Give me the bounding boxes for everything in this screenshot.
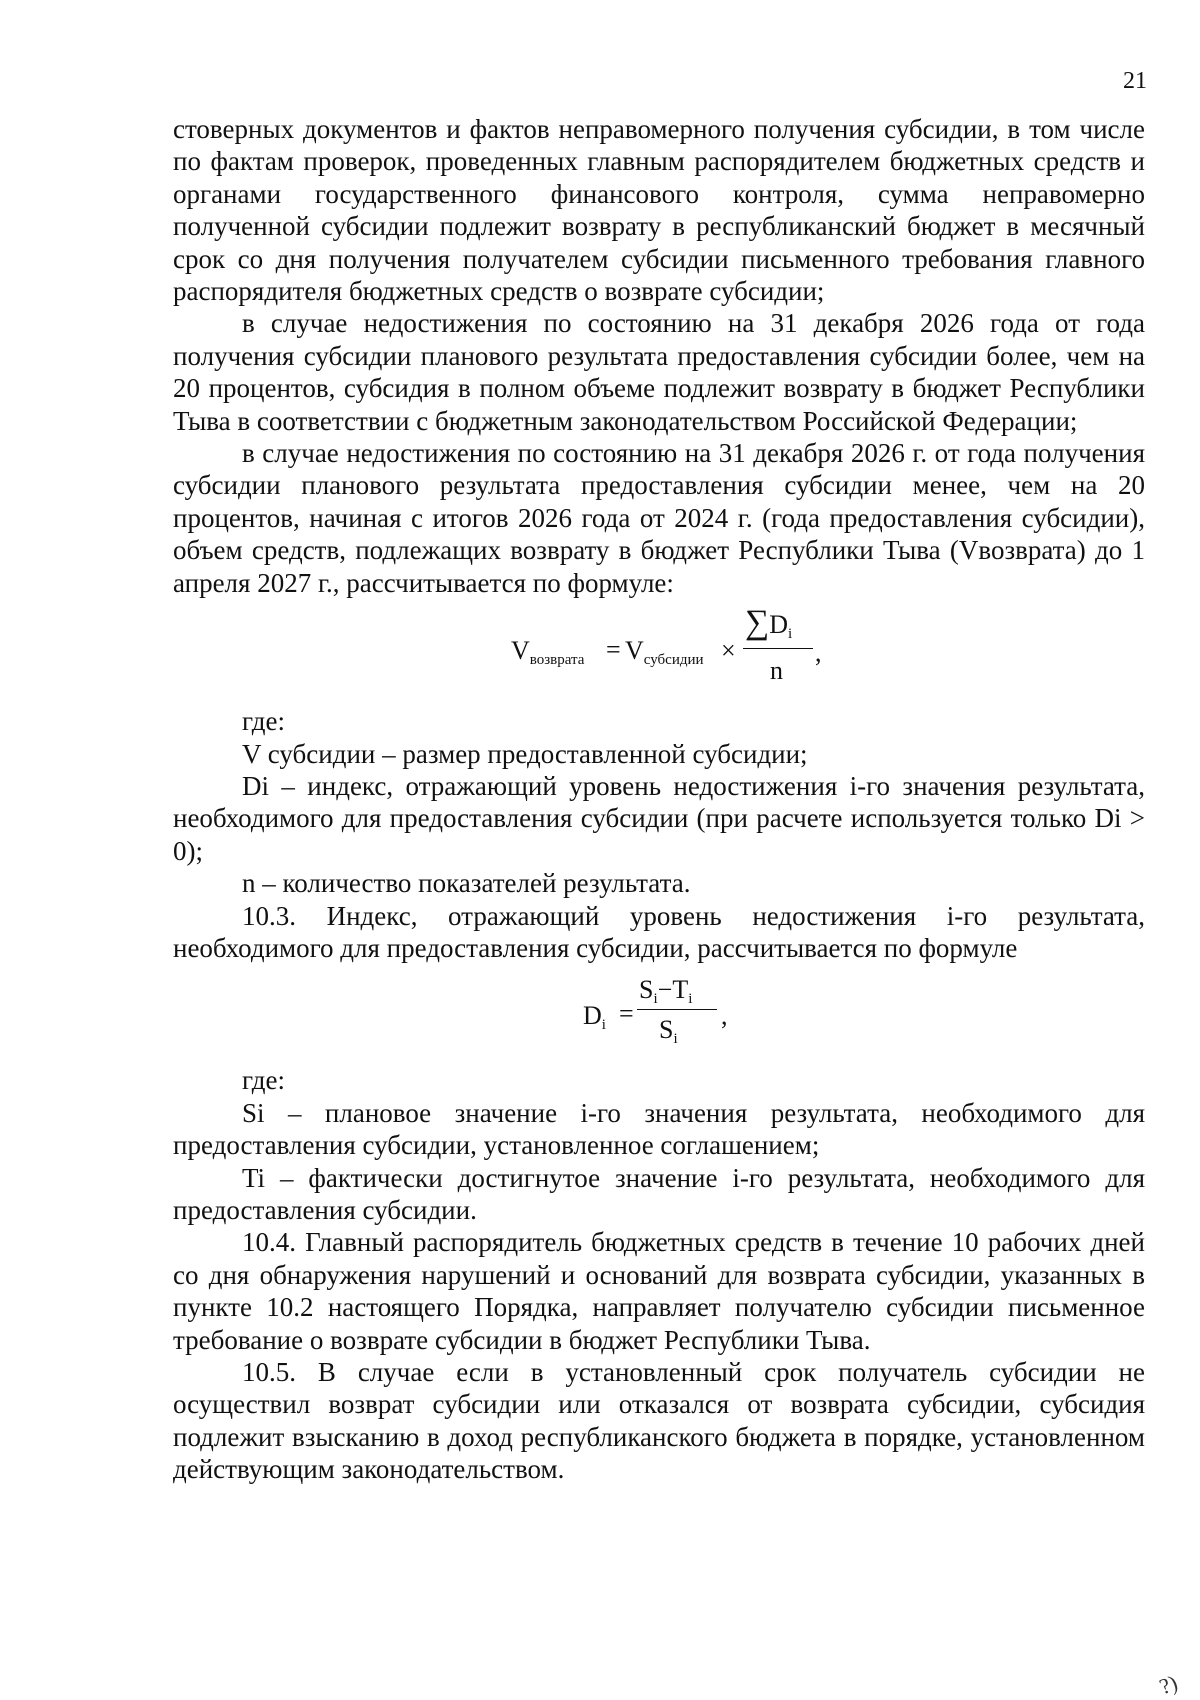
paragraph-ti-def: Ti – фактически достигнутое значение i-го результата, необходимого для предоставления субсидии. <box>173 1162 1145 1225</box>
paragraph-where: где: <box>242 706 285 737</box>
paragraph-continuation: стоверных документов и фактов неправомерного получения субсидии, в том числе по фактам проверок, проведенных главным распорядителем бюджетных средств и органами государственного финансового контроля, сумма неправомерно полученной субсидии подлежит возврату в республиканский бюджет в месячный срок со дня получения получателем субсидии письменного требования главного распорядителя бюджетных средств о возврате субсидии; <box>173 114 1145 307</box>
paragraph-10-4: 10.4. Главный распорядитель бюджетных средств в течение 10 рабочих дней со дня обнаружения нарушений и оснований для возврата субсидии, указанных в пункте 10.2 настоящего Порядка, направляет получателю субсидии письменное требование о возврате субсидии в бюджет Республики Тыва. <box>173 1227 1145 1355</box>
formula2-denominator: Si <box>659 1015 678 1048</box>
formula2-comma: , <box>721 1001 728 1031</box>
formula-numerator: ∑Di <box>745 604 793 643</box>
paragraph-10-5: 10.5. В случае если в установленный срок получатель субсидии не осуществил возврат субсидии или отказался от возврата субсидии, субсидия подлежит взысканию в доход республиканского бюджета в порядке, установленном действующим законодательством. <box>173 1357 1145 1485</box>
paragraph-v-subsidy-def: V субсидии – размер предоставленной субсидии; <box>242 738 808 769</box>
document-body <box>173 113 1145 1486</box>
formula2-lhs: Di <box>583 1001 606 1034</box>
paragraph-over-20-percent: в случае недостижения по состоянию на 31 декабря 2026 года от года получения субсидии планового результата предоставления субсидии более, чем на 20 процентов, субсидия в полном объеме подлежит возврату в бюджет Республики Тыва в соответствии с бюджетным законодательством Российской Федерации; <box>173 308 1145 436</box>
formula-refund-amount <box>173 605 1145 699</box>
paragraph-where-2: где: <box>242 1065 285 1096</box>
paragraph-10-3: 10.3. Индекс, отражающий уровень недостижения i-го результата, необходимого для предоставления субсидии, рассчитывается по формуле <box>173 900 1145 963</box>
page-number: 21 <box>1123 68 1147 94</box>
fraction-line <box>743 648 813 649</box>
formula-lhs: Vвозврата <box>511 636 585 669</box>
formula-index <box>173 972 1145 1064</box>
formula-times: × <box>721 636 736 666</box>
formula2-numerator: Si−Ti <box>639 975 693 1008</box>
paragraph-n-def: n – количество показателей результата. <box>242 868 691 899</box>
formula-v-subsidy: Vсубсидии <box>625 636 704 669</box>
fraction-line <box>637 1009 717 1010</box>
paragraph-under-20-percent: в случае недостижения по состоянию на 31 декабря 2026 г. от года получения субсидии планового результата предоставления субсидии менее, чем на 20 процентов, начиная с итогов 2026 года от 2024 г. (года предоставления субсидии), объем средств, подлежащих возврату в бюджет Республики Тыва (Vвозврата) до 1 апреля 2027 г., рассчитывается по формуле: <box>173 438 1145 598</box>
formula2-eq: = <box>619 999 634 1029</box>
paragraph-di-def: Di – индекс, отражающий уровень недостижения i-го значения результата, необходимого для предоставления субсидии (при расчете используется только Di > 0); <box>173 770 1145 866</box>
formula-eq: = <box>606 635 621 665</box>
formula-comma: , <box>815 638 822 668</box>
paragraph-si-def: Si – плановое значение i-го значения результата, необходимого для предоставления субсидии, установленное соглашением; <box>173 1097 1145 1161</box>
handwritten-mark: ?) <box>1156 1669 1181 1700</box>
formula-denominator: n <box>770 656 783 686</box>
